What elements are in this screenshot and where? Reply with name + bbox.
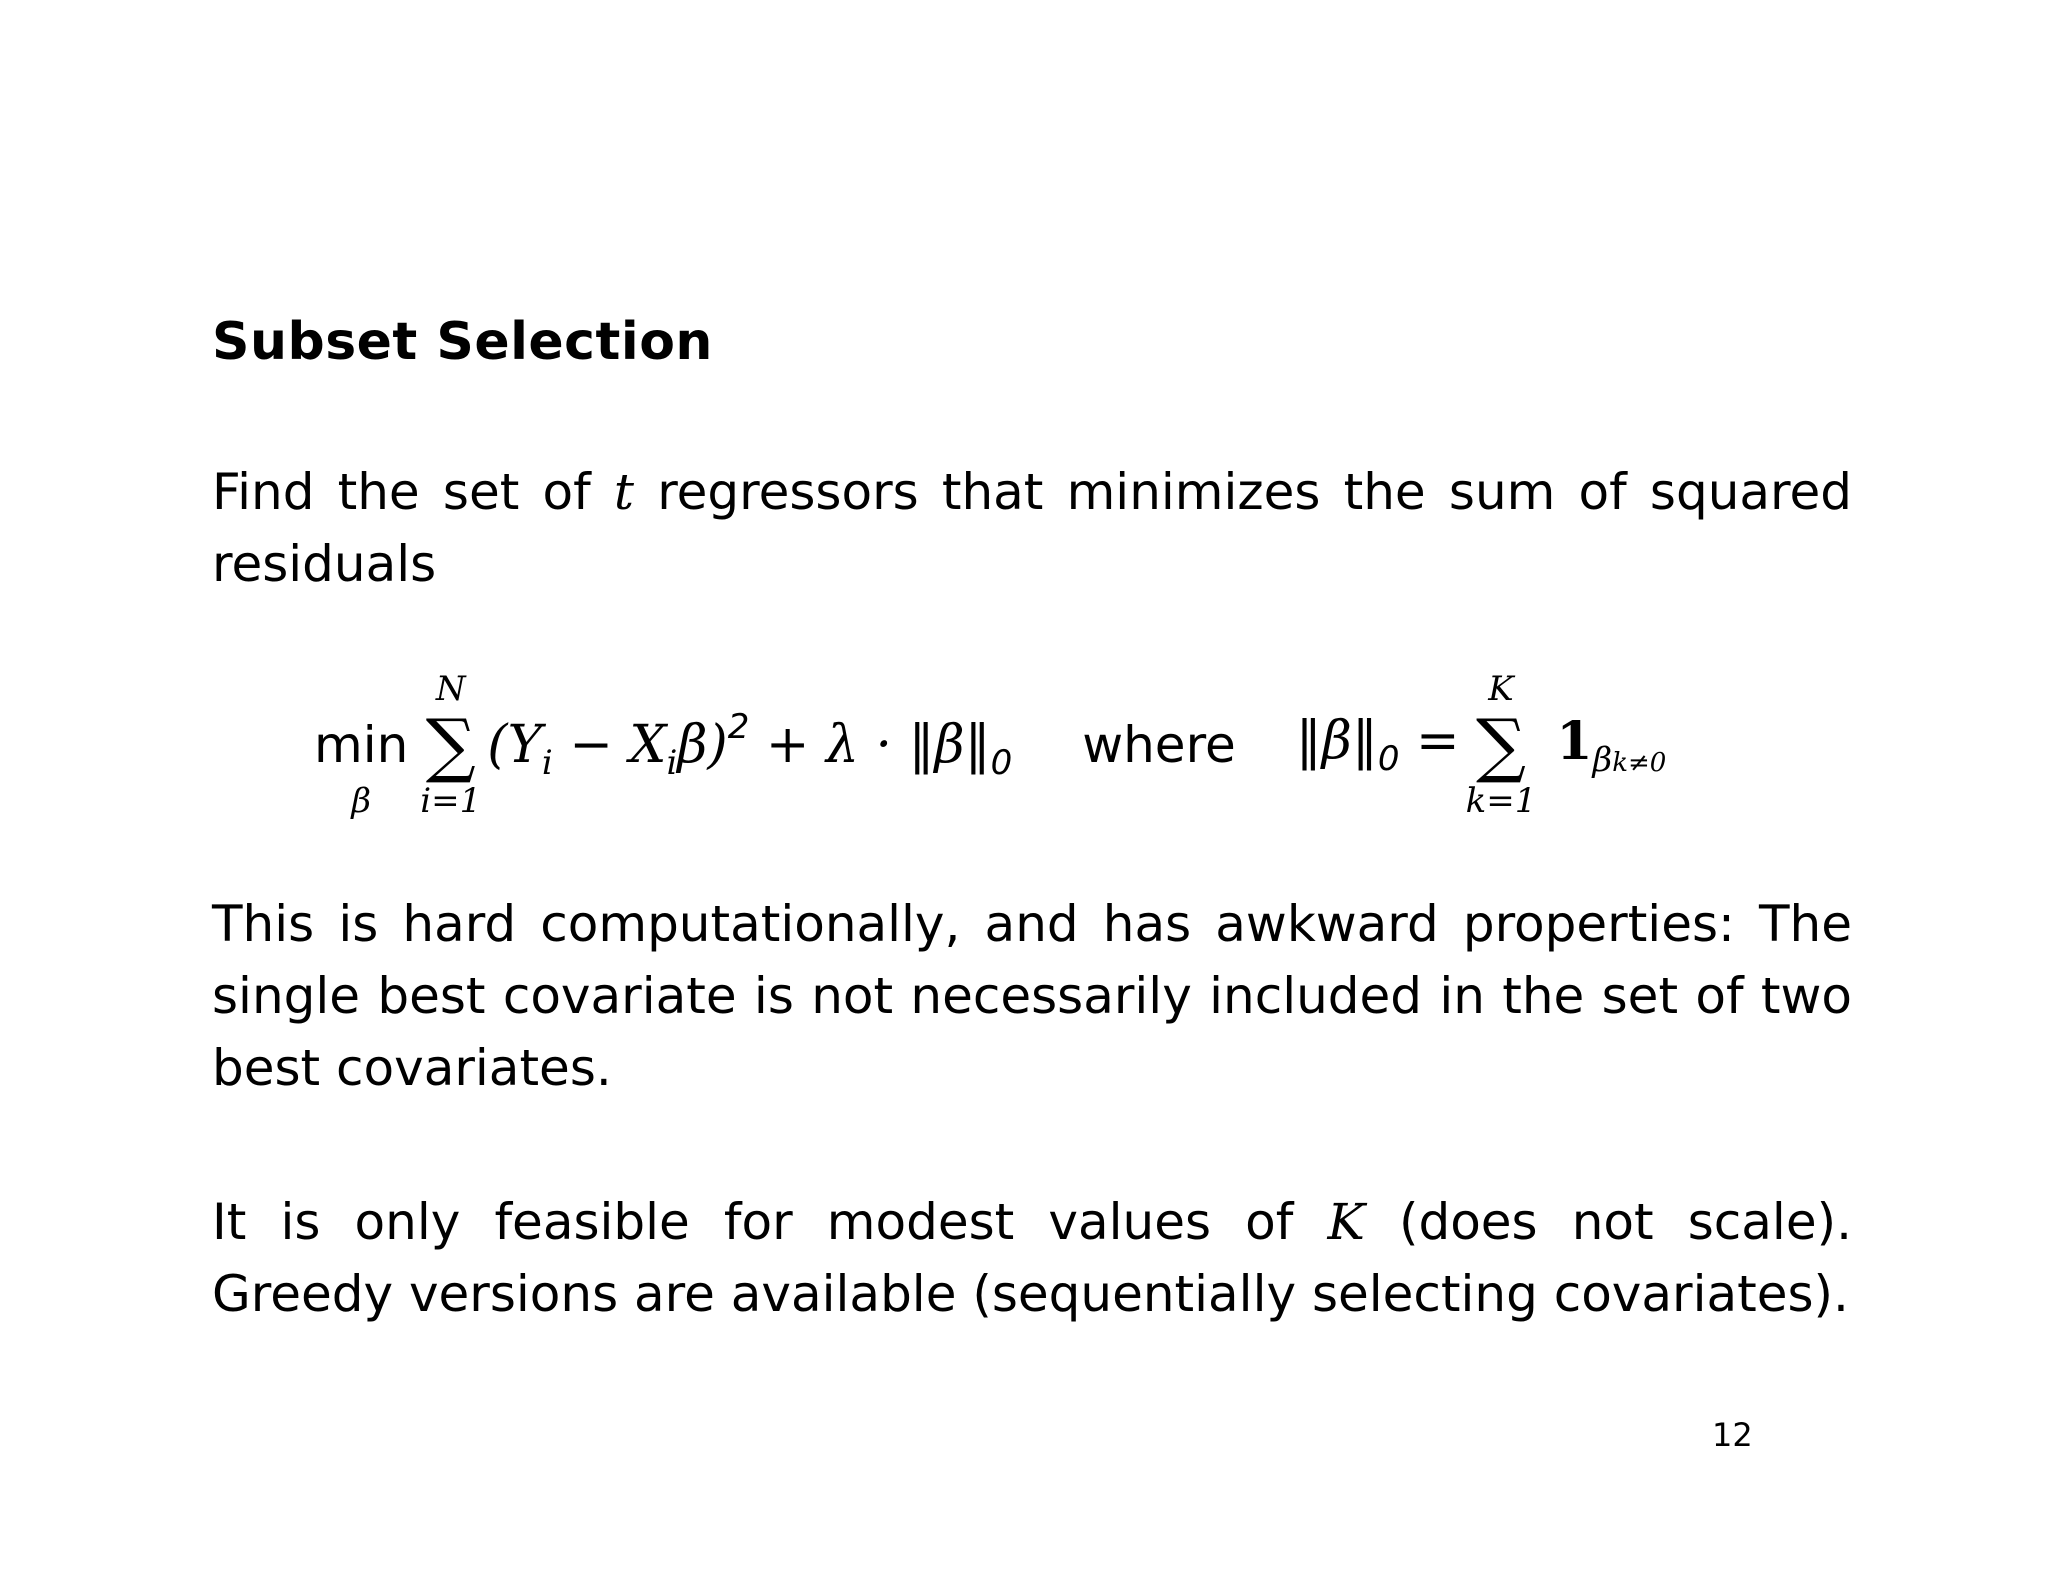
feasibility-text-before: It is only feasible for modest values of: [212, 1193, 1328, 1251]
residual-term: [487, 707, 1012, 783]
feasibility-variable-k: K: [1327, 1193, 1365, 1251]
feasibility-line-2: Greedy versions are available (sequentially selecting covariates).: [212, 1265, 1849, 1323]
norm-definition-lhs: [1296, 711, 1460, 779]
sum-lower-limit-i: i=1: [420, 781, 482, 821]
sigma-symbol: ∑: [425, 704, 476, 786]
where-word: where: [1082, 716, 1236, 774]
feasibility-line-1: [212, 1186, 1852, 1258]
indicator-one: 1: [1556, 710, 1593, 772]
lhs-norm-subscript: 0: [1377, 739, 1400, 779]
slide-heading: Subset Selection: [212, 312, 713, 372]
sum-operator-i: [420, 668, 481, 822]
min-operator: [314, 668, 408, 822]
indicator-term: [1556, 711, 1666, 780]
feasibility-text-after: (does not scale).: [1364, 1193, 1852, 1251]
residual-minus-x: − X: [552, 715, 667, 775]
sum-upper-limit-k: K: [1488, 669, 1514, 709]
residual-y-subscript: i: [541, 743, 553, 783]
intro-text-before: Find the set of: [212, 463, 614, 521]
intro-text-after: regressors that minimizes the sum of squared residuals: [212, 463, 1852, 593]
sigma-symbol: ∑: [1475, 704, 1526, 786]
residual-beta: β): [677, 715, 728, 775]
sum-operator-k: [1466, 668, 1537, 822]
sum-upper-limit-n: N: [435, 669, 466, 709]
indicator-condition: k≠0: [1612, 747, 1667, 778]
min-subscript: β: [351, 781, 371, 821]
indicator-beta: β: [1592, 739, 1613, 780]
intro-variable-t: t: [613, 463, 634, 521]
min-word: min: [314, 716, 409, 774]
paragraph-intro: [212, 456, 1852, 600]
paragraph-feasibility: [212, 1186, 1852, 1330]
penalty-term: + λ · ‖β‖: [749, 715, 991, 775]
objective-equation: [308, 660, 1666, 830]
lhs-norm: ‖β‖: [1295, 711, 1378, 771]
square-exponent: 2: [727, 707, 750, 747]
residual-x-subscript: i: [666, 743, 678, 783]
sum-lower-limit-k: k=1: [1465, 781, 1537, 821]
indicator-subscript: [1593, 740, 1667, 780]
page-number: 12: [1712, 1416, 1753, 1454]
paragraph-properties: This is hard computationally, and has awkward properties: The single best covariate is not necessarily included in the set of two best covariates.: [212, 895, 1852, 1097]
equals-sign: =: [1399, 711, 1460, 771]
penalty-norm-subscript: 0: [990, 743, 1013, 783]
residual-y: (Y: [487, 715, 542, 775]
